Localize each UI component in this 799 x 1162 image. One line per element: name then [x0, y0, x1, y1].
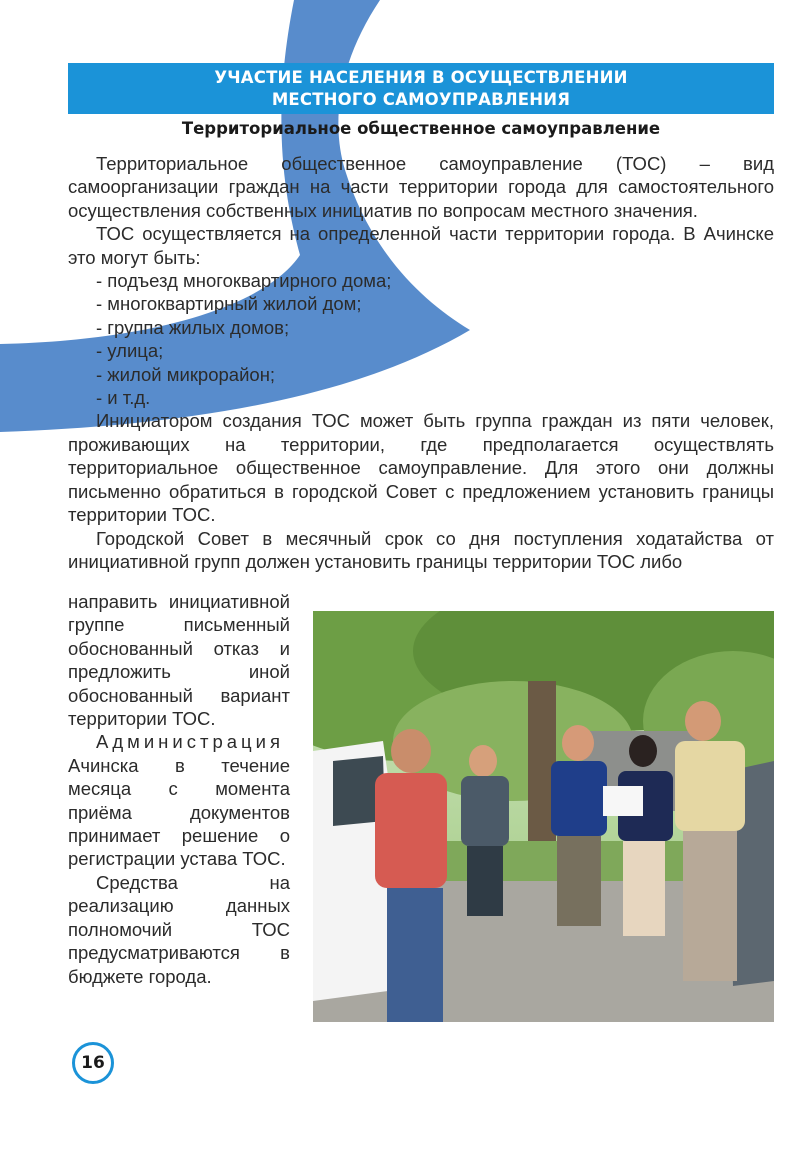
list-item: - многоквартирный жилой дом; [96, 293, 362, 315]
section-header [68, 63, 774, 114]
page-number: 16 [72, 1042, 114, 1084]
paragraph-definition: Территориальное общественное самоуправление (ТОС) – вид самоорганизации граждан на части территории города для самостоятельного осуществления собственных инициатив по вопросам местного значения. [68, 153, 774, 221]
list-item: - группа жилых домов; [96, 316, 290, 338]
paragraph-council: Городской Совет в месячный срок со дня поступления ходатайства от инициативной групп должен установить границы территории ТОС либо [68, 527, 774, 572]
main-text [68, 152, 774, 573]
photo-image [313, 611, 774, 1022]
list-item: - подъезд многоквартирного дома; [96, 270, 392, 292]
header-line-1: УЧАСТИЕ НАСЕЛЕНИЯ В ОСУЩЕСТВЛЕНИИ [214, 67, 628, 87]
list-item: - жилой микрорайон; [96, 363, 276, 385]
header-line-2: МЕСТНОГО САМОУПРАВЛЕНИЯ [271, 89, 571, 109]
side-text [68, 590, 290, 988]
administration-rest: Ачинска в течение месяца с момента приёма документов принимает решение о регистрации устава ТОС. [68, 754, 290, 870]
photo-illustration [313, 611, 774, 1022]
paragraph-funding: Средства на реализацию данных полномочий ТОС предусматриваются в бюджете города. [68, 871, 290, 987]
list-item: - и т.д. [96, 387, 151, 409]
paragraph-refusal: направить инициативной группе письменный обоснованный отказ и предложить иной обоснованный вариант территории ТОС. [68, 591, 290, 730]
section-subtitle: Территориальное общественное самоуправление [181, 119, 661, 138]
paragraph-territory: ТОС осуществляется на определенной части территории города. В Ачинске это могут быть: [68, 223, 774, 268]
list-item: - улица; [96, 340, 164, 362]
administration-word: Администрация [96, 731, 284, 753]
paragraph-administration [68, 730, 290, 870]
paragraph-initiator: Инициатором создания ТОС может быть группа граждан из пяти человек, проживающих на территории, где предполагается осуществлять территориальное общественное самоуправление. Для этого они должны письменно обратиться в городской Совет с предложением установить границы территории ТОС. [68, 410, 774, 526]
